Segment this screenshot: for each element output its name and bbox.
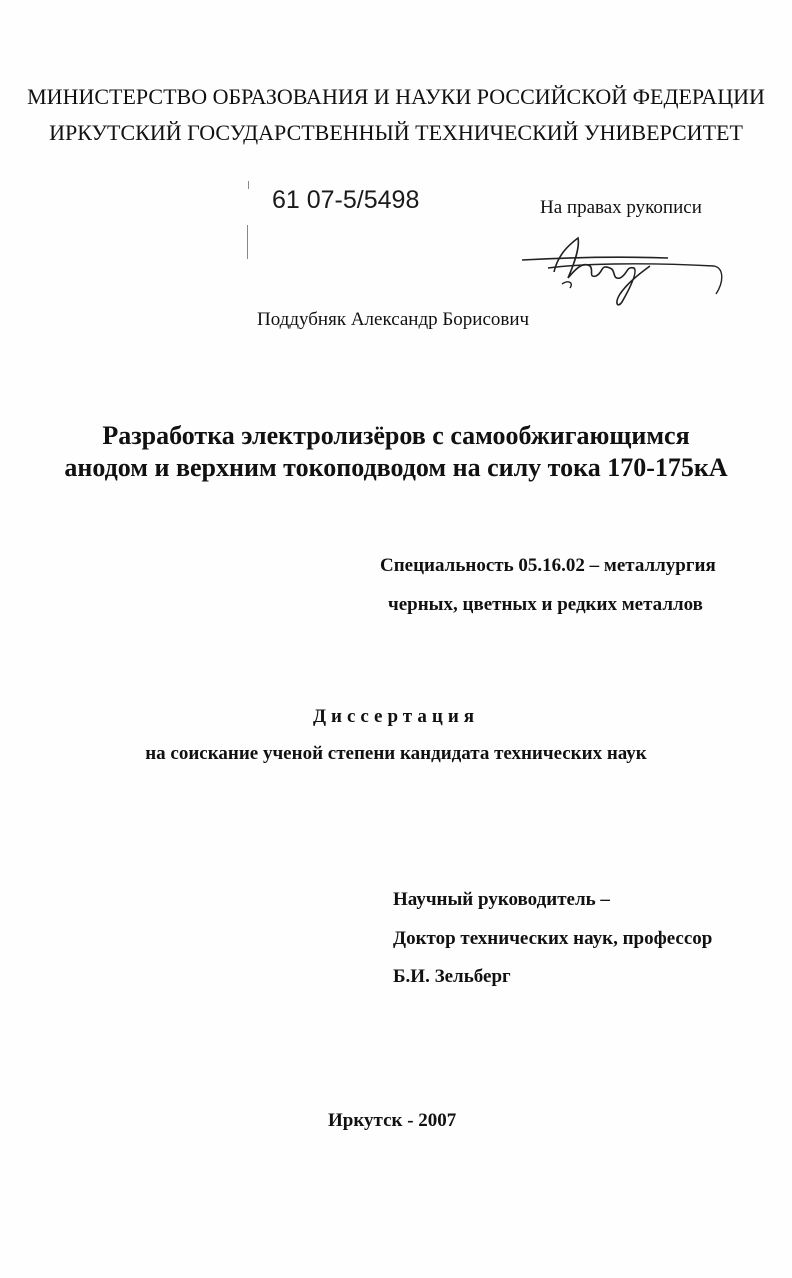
registry-number: 61 07-5/5498 bbox=[272, 186, 420, 214]
manuscript-rights-note: На правах рукописи bbox=[540, 197, 702, 218]
dissertation-title-line-2: анодом и верхним токоподводом на силу тока 170-175кА bbox=[64, 453, 728, 482]
degree-statement: на соискание ученой степени кандидата технических наук bbox=[145, 743, 647, 764]
scan-mark-vertical bbox=[247, 225, 248, 259]
ministry-heading: МИНИСТЕРСТВО ОБРАЗОВАНИЯ И НАУКИ РОССИЙСКОЙ ФЕДЕРАЦИИ bbox=[27, 84, 765, 109]
university-heading: ИРКУТСКИЙ ГОСУДАРСТВЕННЫЙ ТЕХНИЧЕСКИЙ УНИВЕРСИТЕТ bbox=[49, 120, 743, 145]
dissertation-title-line-1: Разработка электролизёров с самообжигающимся bbox=[102, 421, 690, 450]
scan-mark-small bbox=[248, 181, 249, 189]
supervisor-title: Доктор технических наук, профессор bbox=[393, 928, 713, 949]
author-signature bbox=[518, 232, 728, 312]
author-name: Поддубняк Александр Борисович bbox=[257, 309, 530, 330]
work-type: Диссертация bbox=[312, 706, 480, 727]
supervisor-name: Б.И. Зельберг bbox=[393, 966, 511, 987]
specialty-line-1: Специальность 05.16.02 – металлургия bbox=[380, 555, 716, 576]
city-year: Иркутск - 2007 bbox=[328, 1110, 457, 1131]
supervisor-role: Научный руководитель – bbox=[393, 889, 610, 910]
specialty-line-2: черных, цветных и редких металлов bbox=[388, 594, 703, 615]
